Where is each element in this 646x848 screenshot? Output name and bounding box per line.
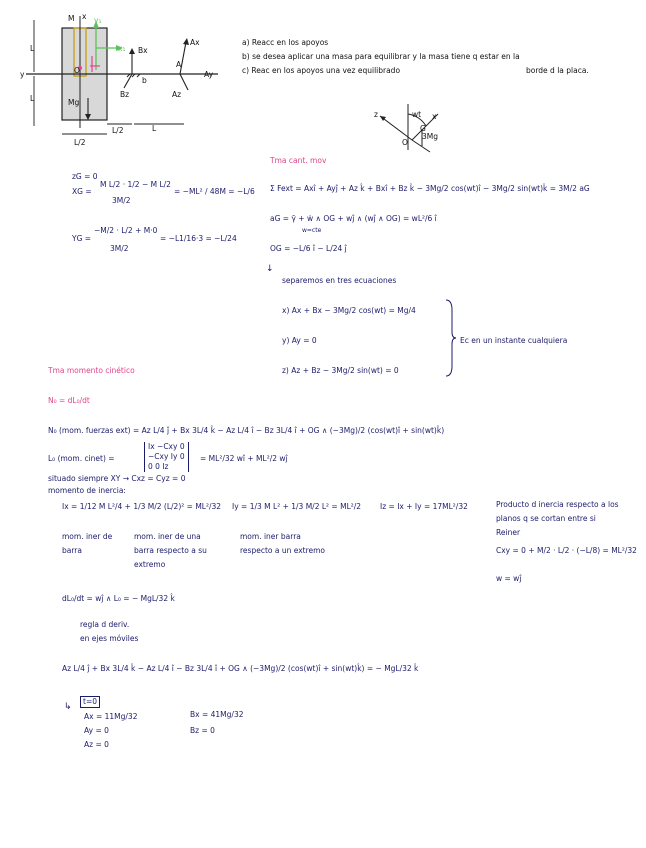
result-bx: Bx = 41Mg/32	[190, 710, 244, 719]
matrix-row-2: −Cxy Iy 0	[148, 452, 185, 461]
label-Az: Az	[172, 90, 182, 99]
regla-2: en ejes móviles	[80, 634, 139, 643]
tma-mom-momento: momento de inercia:	[48, 486, 126, 495]
w-vector: w = wĵ	[496, 574, 522, 583]
regla-1: regla d deriv.	[80, 620, 130, 629]
yg-den: 3M/2	[110, 244, 129, 253]
ix-note-2a: mom. iner de una	[134, 532, 201, 541]
label-x1: x₁	[118, 44, 126, 53]
prod-note-4: Cxy = 0 + M/2 · L/2 · (−L/8) = ML²/32	[496, 546, 637, 555]
tma-cant-title: Tma cant. mov	[270, 156, 327, 165]
label-L-right: L	[152, 124, 157, 133]
yg-rhs: = −L1/16·3 = −L/24	[160, 234, 237, 243]
label-L-bottom: L	[30, 94, 35, 103]
yg-num: −M/2 · L/2 + M·0	[94, 226, 158, 235]
tma-mom-nmom: N₀ (mom. fuerzas ext) = Az L/4 ĵ + Bx 3L/4 k̂ − Az L/4 î − Bz 3L/4 î + OG ∧ (−3Mg)/2 (cos(wt)î + sin(wt)k̂)	[48, 426, 445, 435]
result-ax: Ax = 11Mg/32	[84, 712, 138, 721]
ix-note-2b: barra respecto a su	[134, 546, 207, 555]
tma-mom-iy: Iy = 1/3 M L² + 1/3 M/2 L² = ML²/2	[232, 502, 362, 511]
question-b: b) se desea aplicar una masa para equilibrar y la masa tiene q estar en la	[242, 52, 520, 61]
question-c-end: borde d la placa.	[526, 66, 589, 75]
matrix-row-3: 0 0 Iz	[148, 462, 169, 471]
down-arrow-icon: ↓	[266, 264, 274, 274]
t0-box: t=0	[80, 696, 100, 708]
zg: zG = 0	[72, 172, 98, 181]
ix-note-2c: extremo	[134, 560, 166, 569]
label-M: M	[68, 14, 75, 23]
label-x: x	[82, 12, 87, 21]
prod-note-2: planos q se cortan entre si	[496, 514, 596, 523]
result-ay: Ay = 0	[84, 726, 109, 735]
ix-note-1b: barra	[62, 546, 82, 555]
label-L2-bottom: L/2	[74, 138, 86, 147]
tma-cant-eq3: OG = −L/6 î − L/24 ĵ	[270, 244, 347, 253]
label-y-axis: y	[20, 70, 25, 79]
question-c: c) Reac en los apoyos una vez equilibrado	[242, 66, 401, 75]
brace-icon	[444, 298, 456, 378]
question-a: a) Reacc en los apoyos	[242, 38, 329, 47]
axes-label-z: z	[374, 110, 378, 119]
label-Mg: Mg	[68, 98, 80, 107]
tma-mom-ix: Ix = 1/12 M L²/4 + 1/3 M/2 (L/2)² = ML²/32	[62, 502, 222, 511]
axes-label-G: G	[420, 124, 426, 133]
prod-note-3: Reiner	[496, 528, 521, 537]
inertia-matrix	[144, 442, 189, 472]
iy-note-a: mom. iner barra	[240, 532, 301, 541]
tma-mom-final: Az L/4 ĵ + Bx 3L/4 k̂ − Az L/4 î − Bz 3L/4 î + OG ∧ (−3Mg)/2 (cos(wt)î + sin(wt)k̂) = − MgL/32 k̂	[62, 664, 419, 673]
label-b: b	[142, 76, 147, 85]
tma-cant-note: Ec en un instante cualquiera	[460, 336, 568, 345]
label-Bx: Bx	[138, 46, 148, 55]
tma-mom-lcin: L₀ (mom. cinet) =	[48, 454, 115, 463]
tma-mom-n0: N₀ = dL₀/dt	[48, 396, 90, 405]
label-y1: y₁	[94, 16, 102, 25]
label-Bz: Bz	[120, 90, 130, 99]
corner-arrow-icon: ↳	[64, 702, 72, 712]
label-L-top: L	[30, 44, 35, 53]
tma-cant-eq2: aG = γ̄ + ẇ ∧ OG + wĵ ∧ (wĵ ∧ OG) = wL²/6 î	[270, 214, 437, 223]
prod-note-1: Producto d inercia respecto a los	[496, 500, 619, 509]
xg-num: M L/2 · 1/2 − M L/2	[100, 180, 171, 189]
iy-note-b: respecto a un extremo	[240, 546, 326, 555]
axes-label-wt: wt	[412, 110, 422, 119]
yg-lhs: YG =	[72, 234, 92, 243]
tma-mom-dl: dL₀/dt = wĵ ∧ L₀ = − MgL/32 k̂	[62, 594, 175, 603]
matrix-row-1: Ix −Cxy 0	[148, 442, 185, 451]
tma-cant-eq2-note: w=cte	[302, 227, 322, 234]
tma-cant-ey: y) Ay = 0	[282, 336, 317, 345]
tma-mom-iz: Iz = Ix + Iy = 17ML²/32	[380, 502, 468, 511]
label-Ax: Ax	[190, 38, 200, 47]
axes-label-3Mg: 3Mg	[422, 132, 439, 141]
ix-note-1a: mom. iner de	[62, 532, 113, 541]
axes-label-O: O	[402, 138, 408, 147]
label-Ay: Ay	[204, 70, 214, 79]
xg-den: 3M/2	[112, 196, 131, 205]
axes-sketch	[372, 100, 452, 156]
tma-cant-separ: separemos en tres ecuaciones	[282, 276, 397, 285]
tma-cant-eq1: Σ Fext = Axî + Ayĵ + Az k̂ + Bxî + Bz k̂ − 3Mg/2 cos(wt)î − 3Mg/2 sin(wt)k̂ = 3M/2 aG	[270, 184, 590, 193]
axes-label-x: x	[432, 112, 437, 121]
tma-cant-ex: x) Ax + Bx − 3Mg/2 cos(wt) = Mg/4	[282, 306, 416, 315]
tma-mom-situado: situado siempre XY → Cxz = Cyz = 0	[48, 474, 186, 483]
label-L2-mid: L/2	[112, 126, 124, 135]
xg-lhs: XG =	[72, 187, 92, 196]
tma-mom-title: Tma momento cinético	[48, 366, 135, 375]
xg-rhs: = −ML² / 48M = −L/6	[174, 187, 255, 196]
label-O: O	[74, 66, 80, 75]
result-az: Az = 0	[84, 740, 109, 749]
result-bz: Bz = 0	[190, 726, 215, 735]
tma-cant-ez: z) Az + Bz − 3Mg/2 sin(wt) = 0	[282, 366, 399, 375]
label-A: A	[176, 60, 182, 69]
tma-mom-lcin-res: = ML²/32 wî + ML²/2 wĵ	[200, 454, 288, 463]
